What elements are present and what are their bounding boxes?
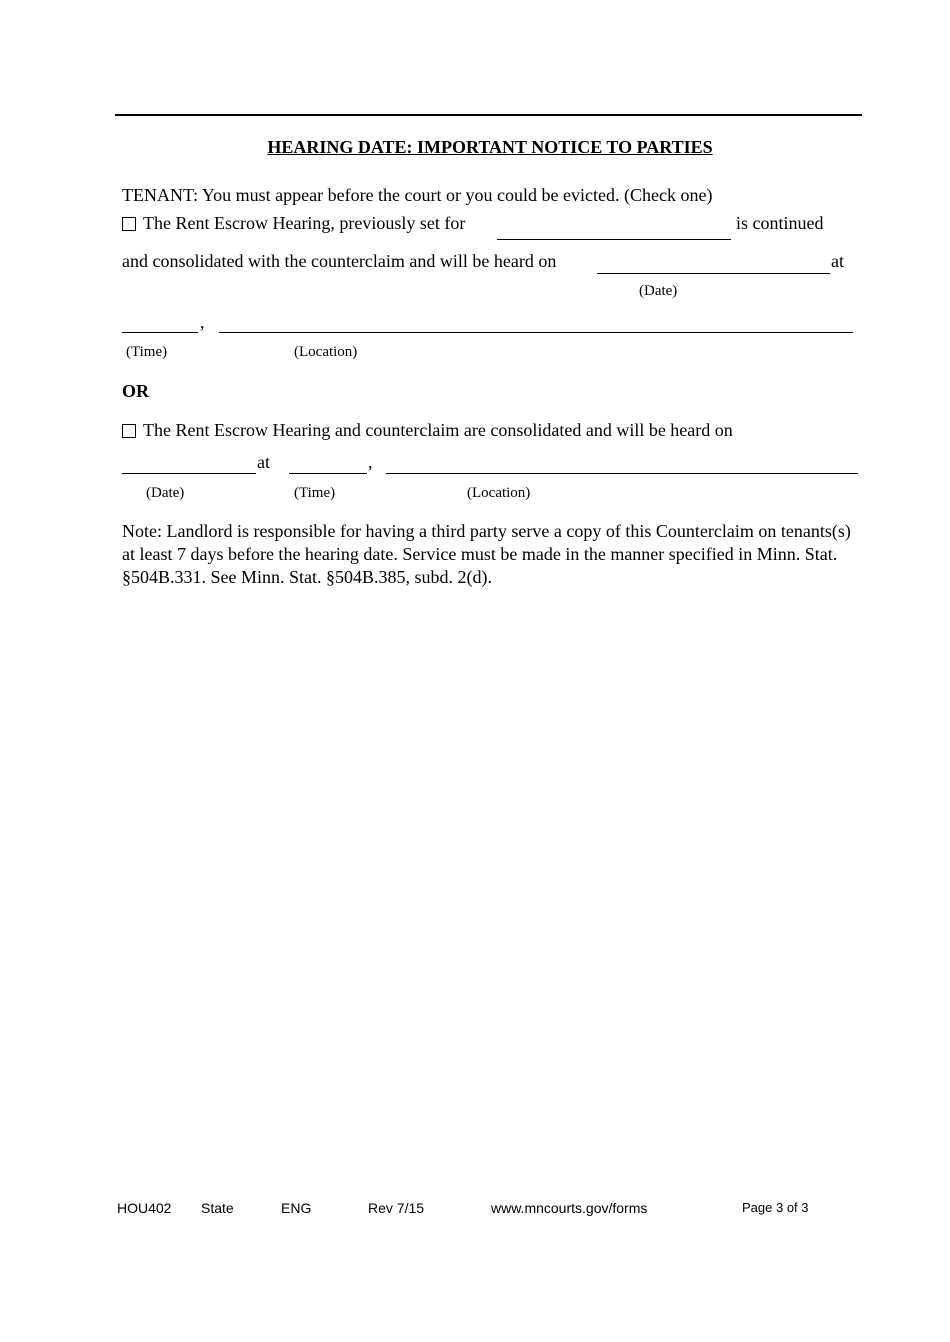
footer-form-id: HOU402	[117, 1200, 172, 1216]
option1-line1-after: is continued	[736, 213, 824, 233]
option2-line1-text: The Rent Escrow Hearing and counterclaim are consolidated and will be heard on	[143, 420, 733, 440]
option2-location-caption: (Location)	[467, 485, 531, 501]
option1-line1-text: The Rent Escrow Hearing, previously set for	[143, 213, 466, 233]
option2-location-field[interactable]	[386, 473, 858, 474]
option1-time-caption: (Time)	[126, 344, 168, 360]
tenant-instruction: TENANT: You must appear before the court or you could be evicted. (Check one)	[122, 185, 713, 205]
option2-time-field[interactable]	[289, 473, 367, 474]
option2-date-caption: (Date)	[146, 485, 185, 501]
previous-date-field[interactable]	[497, 239, 731, 240]
option1-line2-text: and consolidated with the counterclaim and will be heard on	[122, 251, 557, 271]
option1-checkbox[interactable]	[122, 217, 136, 231]
option1-location-field[interactable]	[219, 332, 853, 333]
option1-location-caption: (Location)	[294, 344, 358, 360]
option1-date-field[interactable]	[597, 273, 830, 274]
option2-time-caption: (Time)	[294, 485, 336, 501]
option1-line2-at: at	[831, 251, 844, 271]
option2-comma: ,	[368, 452, 373, 472]
option1-time-field[interactable]	[122, 332, 198, 333]
option2-at: at	[257, 452, 270, 472]
option1-date-caption: (Date)	[639, 283, 678, 299]
option1-comma: ,	[200, 312, 205, 332]
top-rule	[115, 114, 862, 116]
footer-url[interactable]: www.mncourts.gov/forms	[491, 1200, 648, 1216]
notice-heading: HEARING DATE: IMPORTANT NOTICE TO PARTIES	[267, 137, 713, 157]
footer-language: ENG	[281, 1200, 312, 1216]
option2-checkbox[interactable]	[122, 424, 136, 438]
option2-date-field[interactable]	[122, 473, 256, 474]
footer-jurisdiction: State	[201, 1200, 234, 1216]
service-note: Note: Landlord is responsible for having a third party serve a copy of this Counterclaim on tenants(s) at least 7 days before the hearing date. Service must be made in the manner specified in Minn. Stat. §504B.331. See Minn. Stat. §504B.385, subd. 2(d).	[122, 521, 851, 587]
or-label: OR	[122, 381, 149, 401]
footer-revision: Rev 7/15	[368, 1200, 425, 1216]
footer-page-number: Page 3 of 3	[742, 1200, 809, 1215]
